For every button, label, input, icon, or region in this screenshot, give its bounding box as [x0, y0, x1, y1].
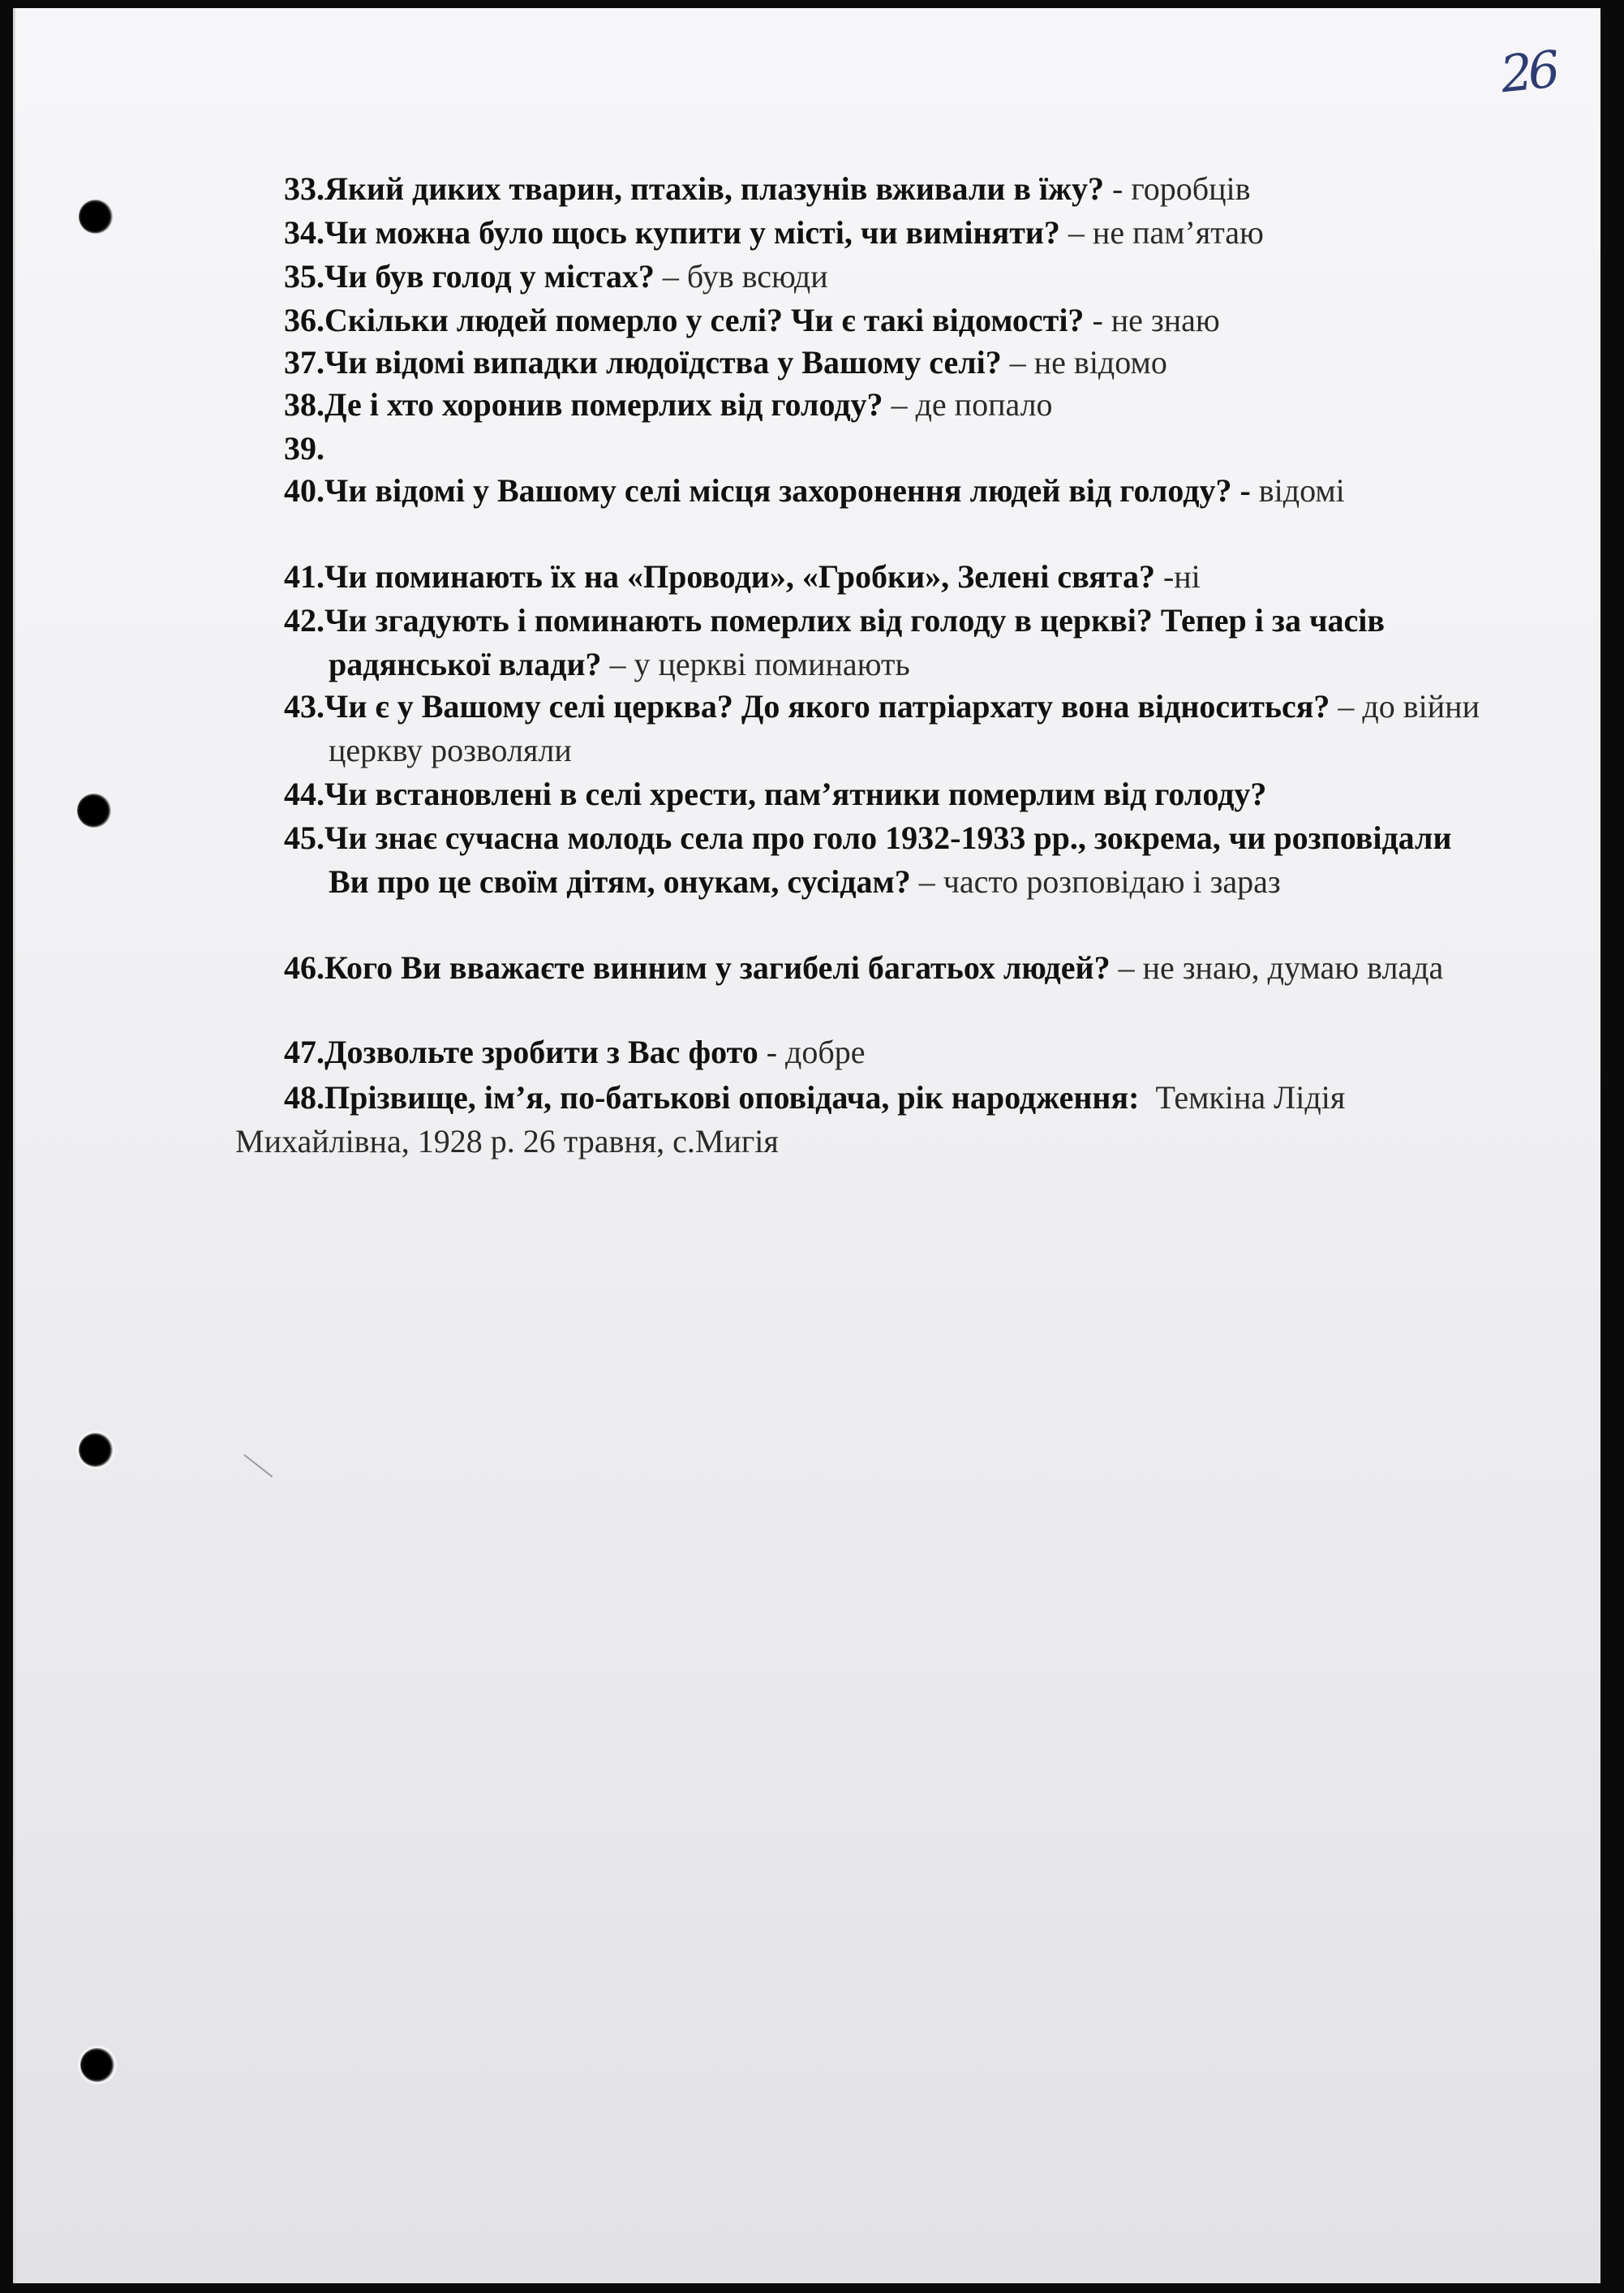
list-item: 33.Який диких тварин, птахів, плазунів вживали в їжу? - горобців: [284, 170, 1251, 207]
pen-mark: [243, 1454, 273, 1478]
list-item: 42.Чи згадують і поминають померлих від голоду в церкві? Тепер і за часів радянської влади? – у церкві поминають: [284, 602, 1386, 682]
list-item: 36.Скільки людей померло у селі? Чи є такі відомості? - не знаю: [284, 302, 1220, 338]
list-item: 46.Кого Ви вважаєте винним у загибелі багатьох людей? – не знаю, думаю влада: [284, 949, 1444, 986]
list-item: 38.Де і хто хоронив померлих від голоду? – де попало: [284, 386, 1053, 423]
list-item: 45.Чи знає сучасна молодь села про голо 1932-1933 рр., зокрема, чи розповідали Ви про це своїм дітям, онукам, сусідам? – часто розповідаю і зараз: [284, 820, 1452, 900]
list-item: 43.Чи є у Вашому селі церква? До якого патріархату вона відноситься? – до війни церкву розволяли: [284, 688, 1480, 768]
list-item: 39.: [284, 430, 324, 467]
handwritten-page-number: 26: [1497, 39, 1558, 105]
respondent-info: 48.Прізвище, ім’я, по-батькові оповідача, рік народження: Темкіна Лідія Михайлівна, 1928 р. 26 травня, с.Мигія: [235, 1079, 1346, 1159]
punch-hole: [79, 1433, 113, 1467]
list-item: 37.Чи відомі випадки людоїдства у Вашому селі? – не відомо: [284, 344, 1167, 381]
list-item: 35.Чи був голод у містах? – був всюди: [284, 258, 828, 295]
list-item: 40.Чи відомі у Вашому селі місця захоронення людей від голоду? - відомі: [284, 472, 1345, 509]
punch-hole: [77, 794, 111, 828]
punch-hole: [79, 200, 113, 234]
list-item: 47.Дозвольте зробити з Вас фото - добре: [284, 1034, 866, 1070]
list-item: 41.Чи поминають їх на «Проводи», «Гробки», Зелені свята? -ні: [284, 558, 1201, 595]
list-item: 34.Чи можна було щось купити у місті, чи виміняти? – не пам’ятаю: [284, 214, 1264, 251]
punch-hole: [80, 2048, 114, 2082]
list-item: 44.Чи встановлені в селі хрести, пам’ятники померлим від голоду?: [284, 776, 1267, 812]
